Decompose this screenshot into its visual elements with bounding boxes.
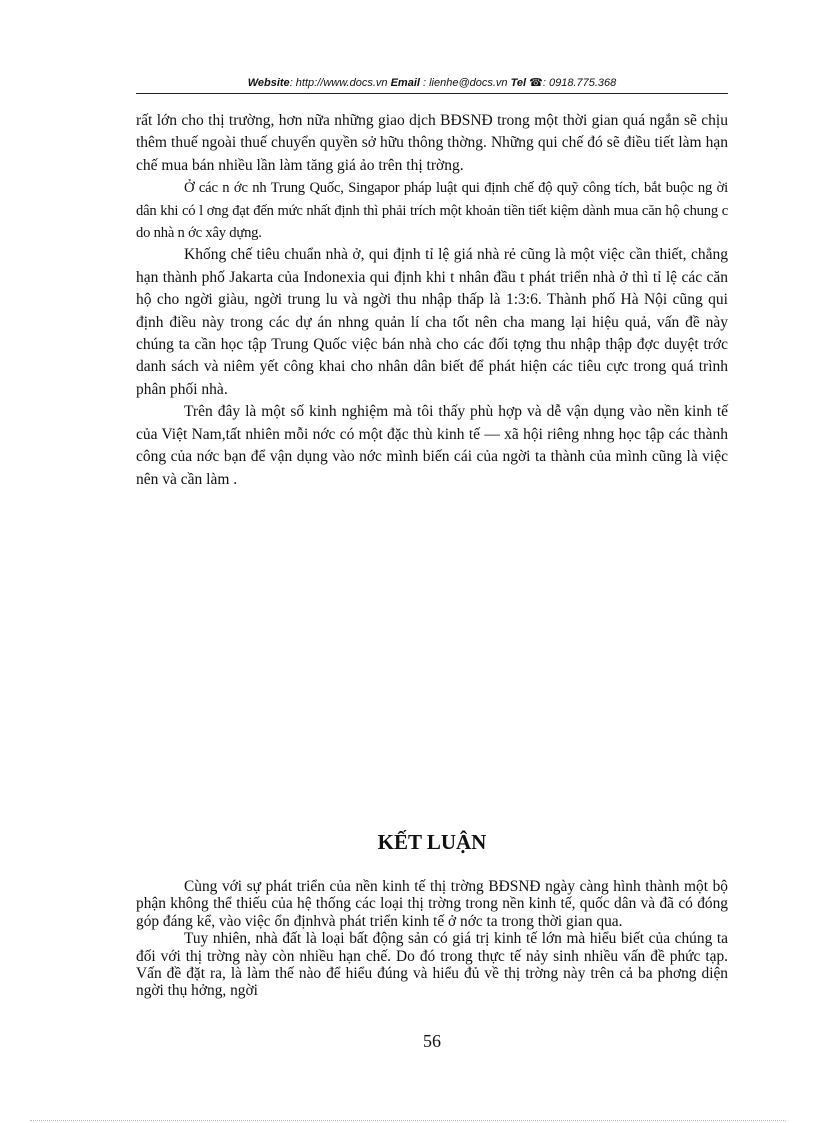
page-header bbox=[136, 76, 728, 90]
section-heading: KẾT LUẬN bbox=[377, 830, 487, 854]
paragraph: Trên đây là một số kinh nghiệm mà tôi thấy phù hợp và dễ vận dụng vào nền kinh tế của Việt Nam,tất nhiên mỗi nớc có một đặc thù kinh tế — xã hội riêng nhng học tập các thành công của nớc bạn để vận dụng vào nớc mình biến cái của ngời ta thành của mình cũng là việc nên và cần làm . bbox=[136, 403, 728, 488]
paragraph: Ở các n ớc nh Trung Quốc, Singapor pháp luật qui định chế độ quỹ công tích, bắt buộc ng ời dân khi có l ơng đạt đến mức nhất định thì phải trích một khoản tiền tiết kiệm dành mua căn hộ chung c do nhà n ớc xây dựng. bbox=[136, 180, 728, 242]
website-label: Website bbox=[247, 77, 290, 89]
paragraph: Cùng với sự phát triển của nền kinh tế thị trờng BĐSNĐ ngày càng hình thành một bộ phận không thể thiếu của hệ thống các loại thị trờng trong nền kinh tế, quốc dân và đã có đóng góp đáng kể, vào việc ổn địnhvà phát triển kinh tế ở nớc ta trong thời gian qua. bbox=[136, 878, 728, 930]
paragraph: Khống chế tiêu chuẩn nhà ở, qui định tỉ lệ giá nhà rẻ cũng là một việc cần thiết, chẳng hạn thành phố Jakarta của Indonexia qui định khi t nhân đầu t phát triển nhà ở thì tỉ lệ các căn hộ cho ngời giàu, ngời trung lu và ngời thu nhập thấp là 1:3:6. Thành phố Hà Nội cũng qui định điều này trong các dự án nhng quản lí cha tốt nên cha mang lại hiệu quả, vấn đề này chúng ta cần học tập Trung Quốc việc bán nhà cho các đối tợng thu nhập thập đợc duyệt trớc danh sách và niêm yết công khai cho nhân dân biết để phát hiện các tiêu cực trong quá trình phân phối nhà. bbox=[136, 246, 728, 398]
body-section bbox=[136, 110, 728, 491]
tel-value: : 0918.775.368 bbox=[542, 77, 617, 89]
page-number: 56 bbox=[423, 1031, 441, 1051]
email-label: Email bbox=[390, 77, 420, 89]
paragraph: rất lớn cho thị trường, hơn nữa những giao dịch BĐSNĐ trong một thời gian quá ngắn sẽ chịu thêm thuế ngoài thuế chuyển quyền sở hữu thông thờng. Những qui chế đó sẽ điều tiết làm hạn chế mua bán nhiều lần làm tăng giá ảo trên thị trờng. bbox=[136, 112, 728, 174]
conclusion-section bbox=[136, 878, 728, 1000]
tel-label: Tel bbox=[510, 77, 527, 89]
page-bottom-border bbox=[30, 1120, 786, 1121]
paragraph: Tuy nhiên, nhà đất là loại bất động sản có giá trị kinh tế lớn mà hiểu biết của chúng ta đối với thị trờng này còn nhiều hạn chế. Do đó trong thực tế nảy sinh nhiều vấn đề phức tạp. Vấn đề đặt ra, là làm thế nào để hiểu đúng và hiểu đủ về thị trờng này trên cả ba phơng diện ngời thụ hởng, ngời bbox=[136, 930, 728, 1000]
website-value: : http://www.docs.vn bbox=[289, 77, 388, 89]
email-value: : lienhe@docs.vn bbox=[423, 77, 508, 89]
header-divider bbox=[136, 93, 728, 94]
phone-icon: ☎ bbox=[529, 77, 543, 89]
